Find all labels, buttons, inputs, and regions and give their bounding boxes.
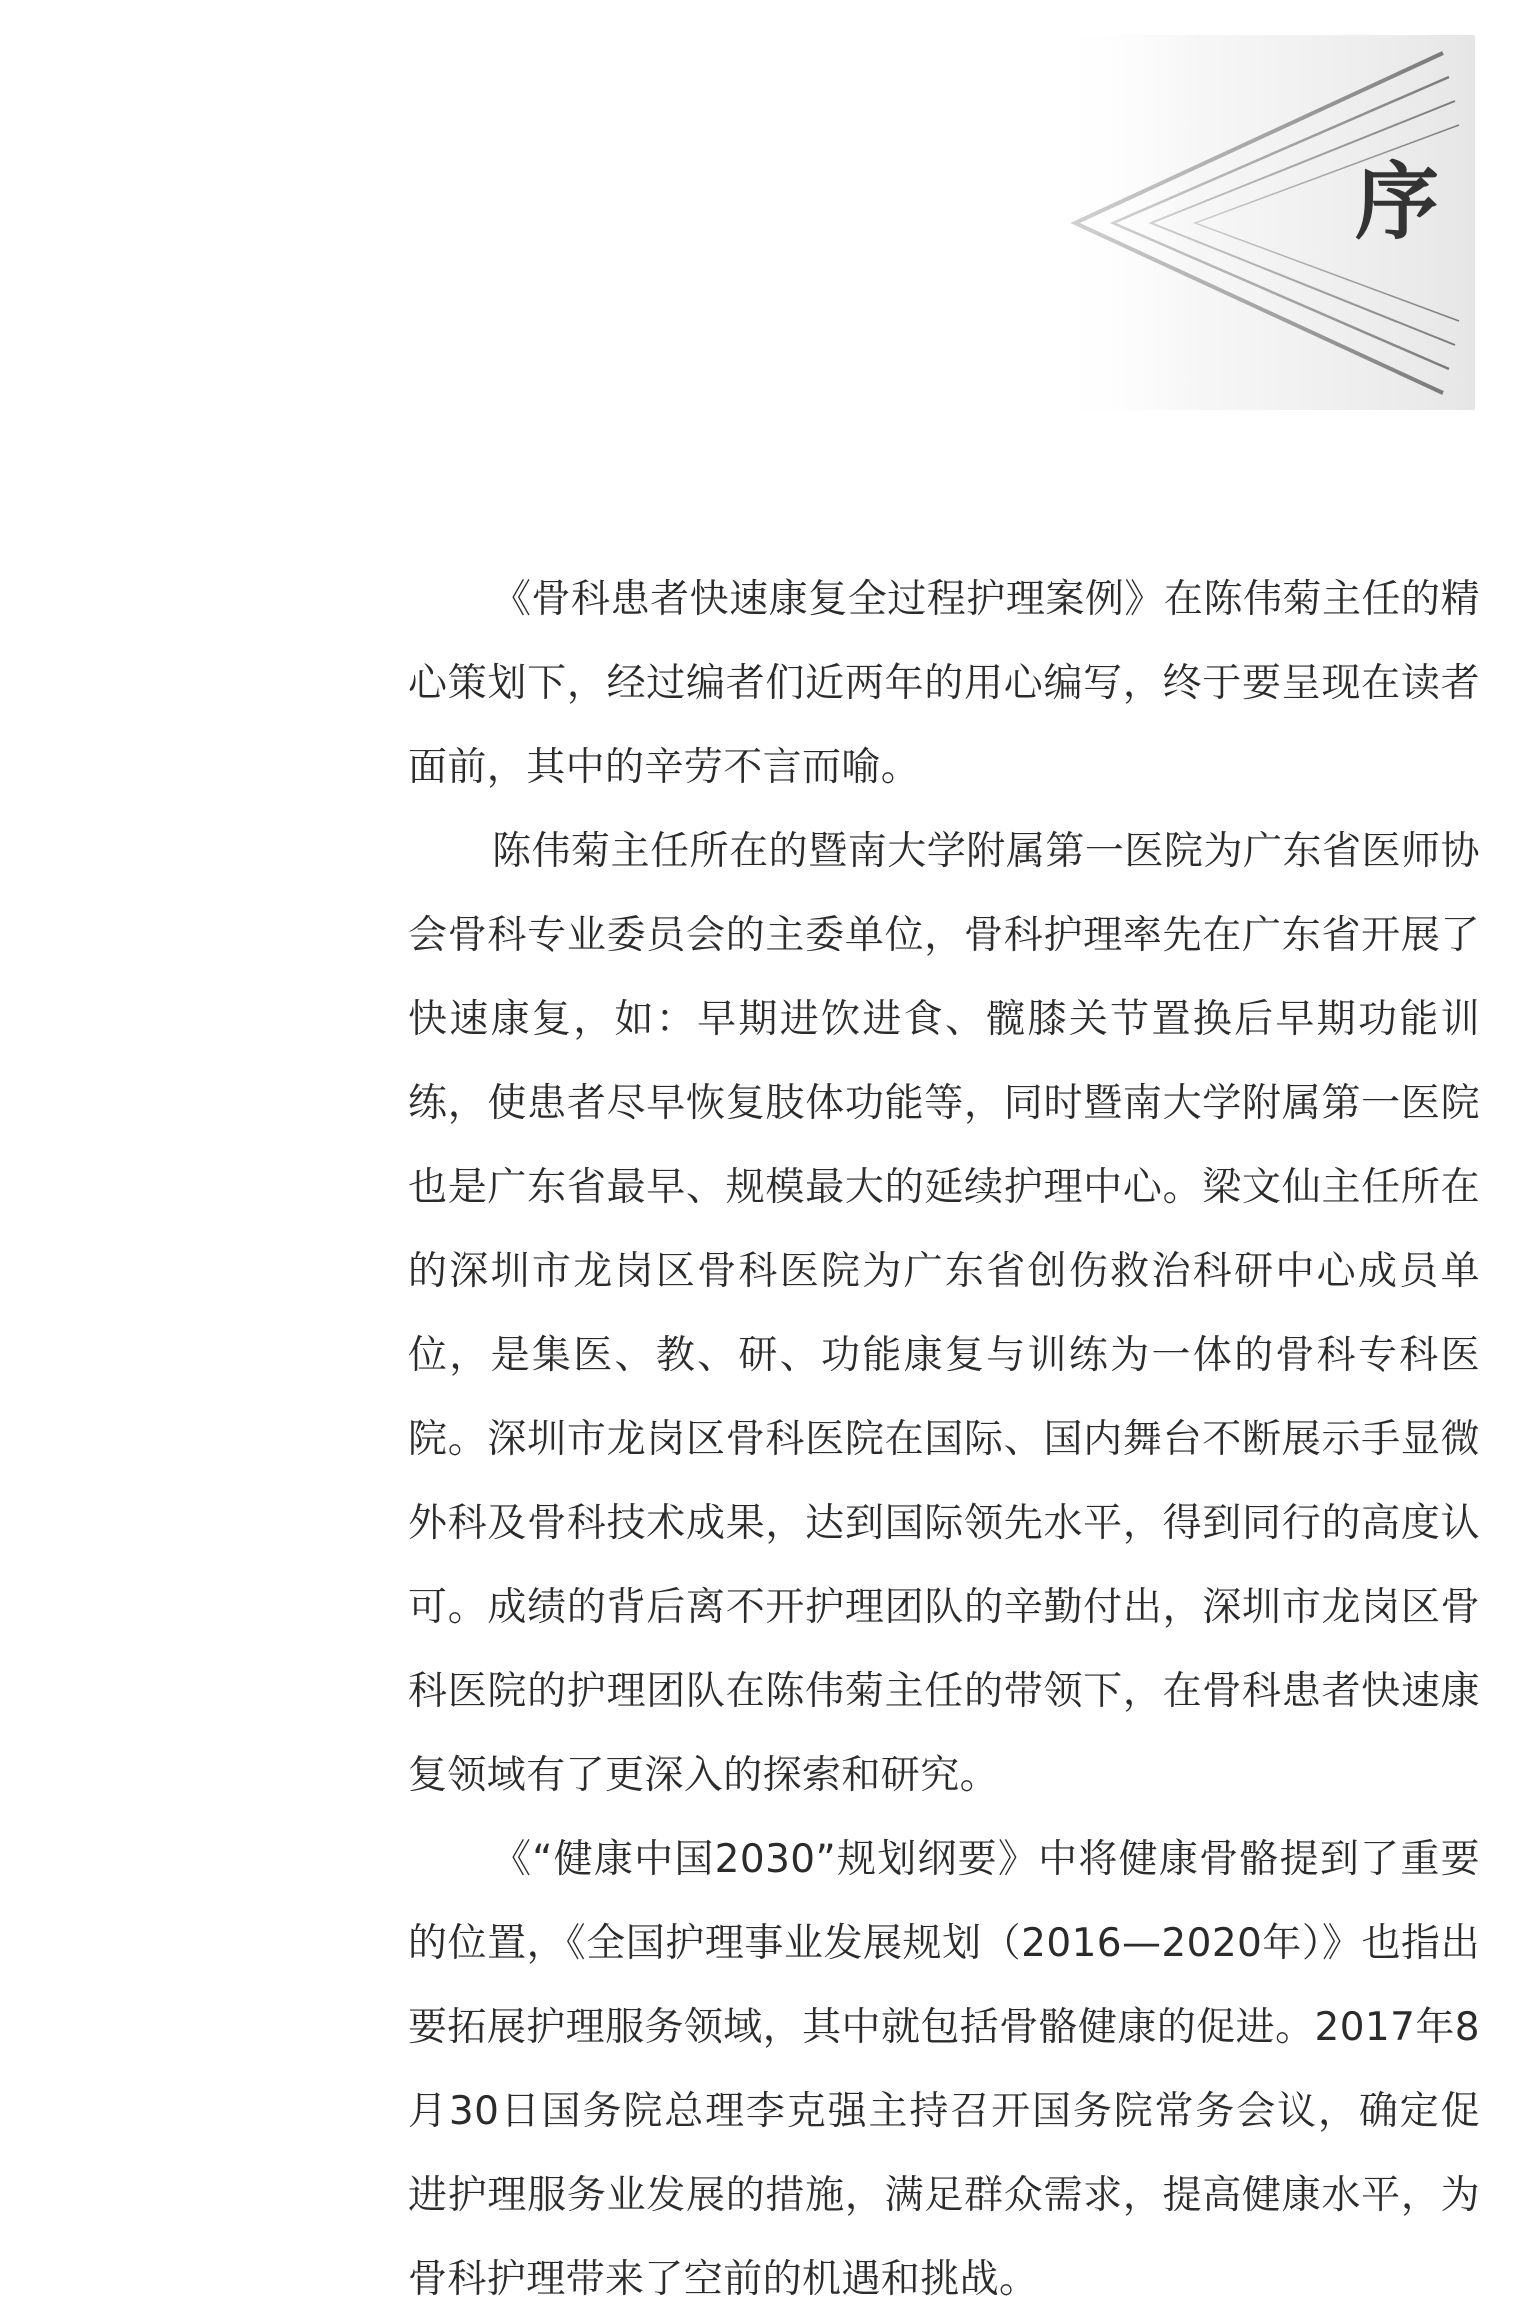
paragraph-2: 陈伟菊主任所在的暨南大学附属第一医院为广东省医师协会骨科专业委员会的主委单位，骨科护理率先在广东省开展了快速康复，如：早期进饮进食、髋膝关节置换后早期功能训练，使患者尽早恢复肢体功能等，同时暨南大学附属第一医院也是广东省最早、规模最大的延续护理中心。梁文仙主任所在的深圳市龙岗区骨科医院为广东省创伤救治科研中心成员单位，是集医、教、研、功能康复与训练为一体的骨科专科医院。深圳市龙岗区骨科医院在国际、国内舞台不断展示手显微外科及骨科技术成果，达到国际领先水平，得到同行的高度认可。成绩的背后离不开护理团队的辛勤付出，深圳市龙岗区骨科医院的护理团队在陈伟菊主任的带领下，在骨科患者快速康复领域有了更深入的探索和研究。 xyxy=(408,829,1480,1798)
paragraph-1: 《骨科患者快速康复全过程护理案例》在陈伟菊主任的精心策划下，经过编者们近两年的用心编写，终于要呈现在读者面前，其中的辛劳不言而喻。 xyxy=(408,577,1480,790)
section-title: 序 xyxy=(1355,153,1440,251)
preface-body xyxy=(408,558,1480,2310)
paragraph-3: 《“健康中国2030”规划纲要》中将健康骨骼提到了重要的位置，《全国护理事业发展规划（2016—2020年）》也指出要拓展护理服务领域，其中就包括骨骼健康的促进。2017年8月30日国务院总理李克强主持召开国务院常务会议，确定促进护理服务业发展的措施，满足群众需求，提高健康水平，为骨科护理带来了空前的机遇和挑战。 xyxy=(408,1837,1480,2302)
